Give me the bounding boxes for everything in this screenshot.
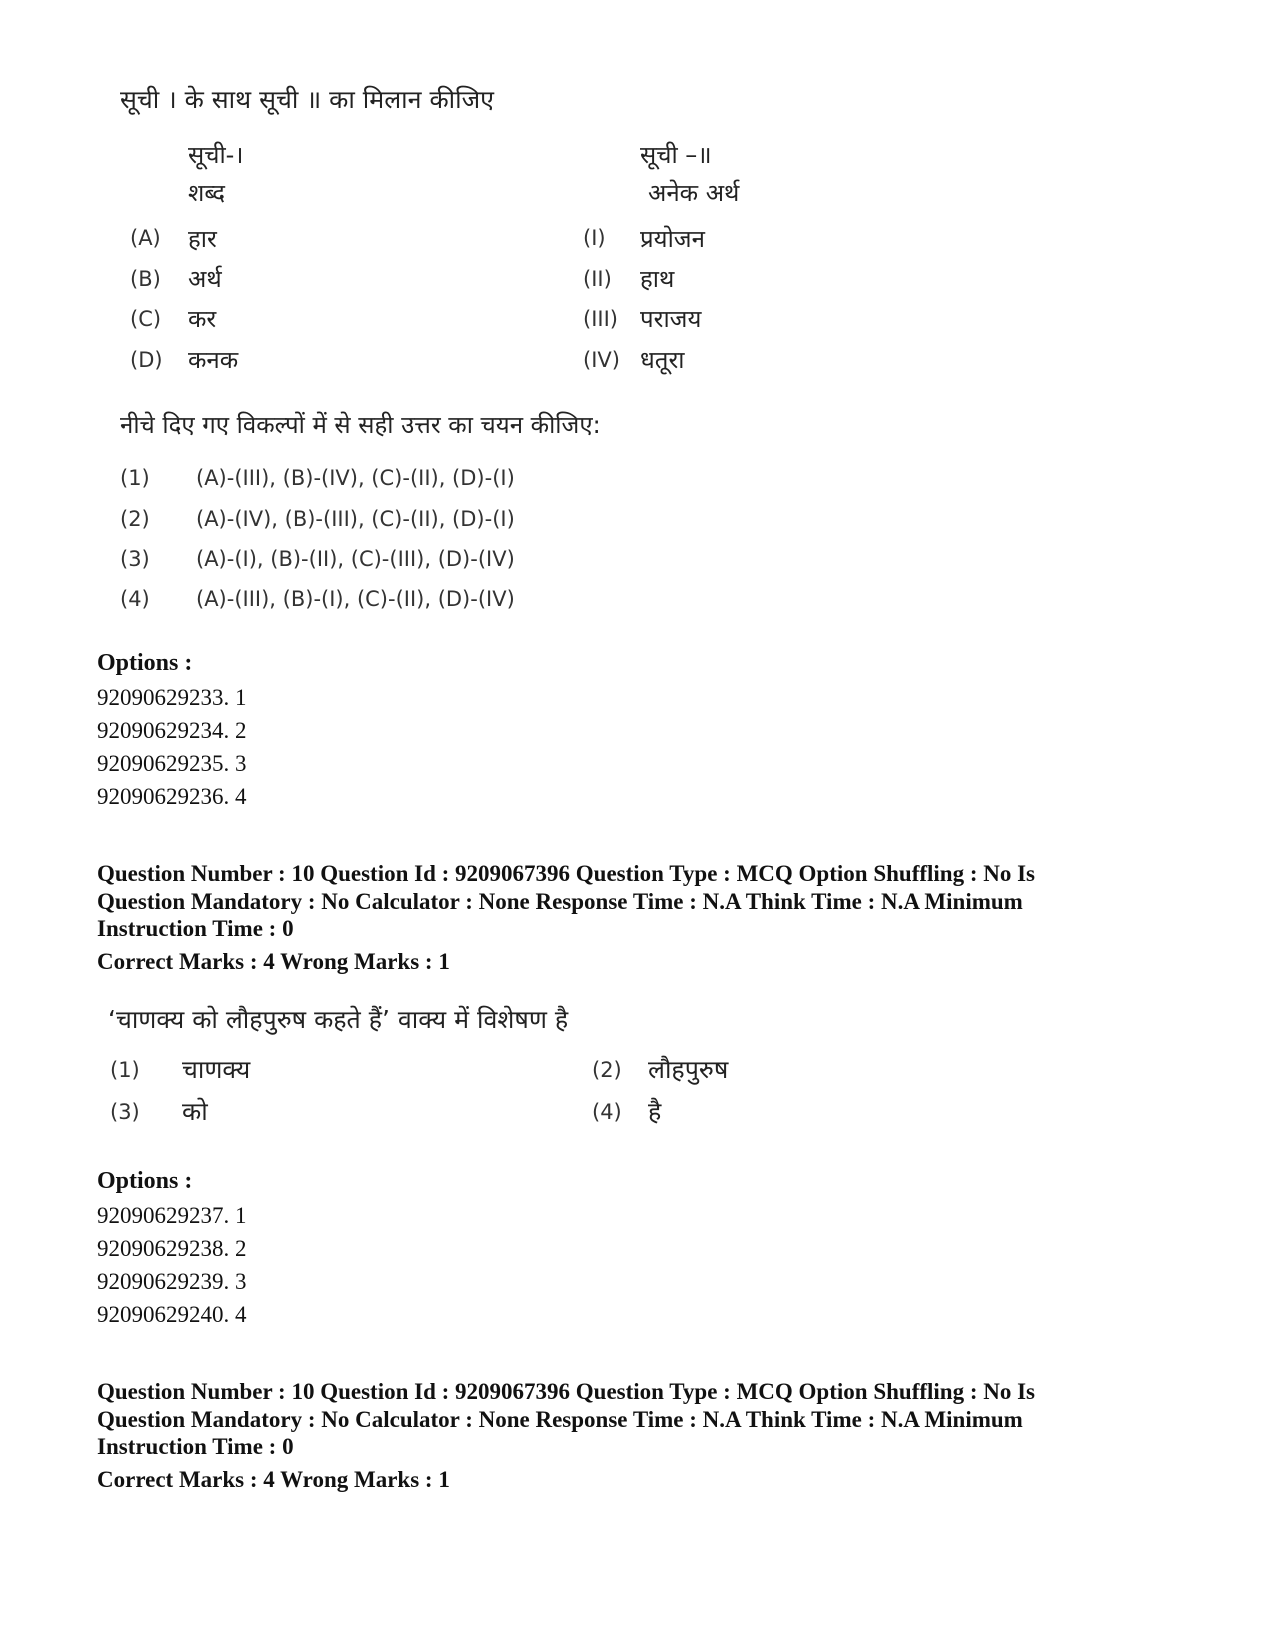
list1-word-c: कर xyxy=(188,305,217,333)
list1-word-d: कनक xyxy=(188,346,239,374)
q10-choice-num-3: (3) xyxy=(110,1100,140,1124)
q10-question: ‘चाणक्य को लौहपुरुष कहते हैं’ वाक्य में विशेषण है xyxy=(108,1005,569,1034)
answer-text-4: (A)-(III), (B)-(I), (C)-(II), (D)-(IV) xyxy=(196,587,515,611)
q10-option-2: 92090629238. 2 xyxy=(97,1236,247,1261)
q10-choice-num-4: (4) xyxy=(592,1100,622,1124)
q11-marks: Correct Marks : 4 Wrong Marks : 1 xyxy=(97,1467,450,1492)
answer-text-3: (A)-(I), (B)-(II), (C)-(III), (D)-(IV) xyxy=(196,547,515,571)
answer-num-2: (2) xyxy=(120,507,150,531)
answer-num-3: (3) xyxy=(120,547,150,571)
q10-marks: Correct Marks : 4 Wrong Marks : 1 xyxy=(97,949,450,974)
q10-choice-word-3: को xyxy=(182,1097,208,1126)
q10-choice-num-1: (1) xyxy=(110,1058,140,1082)
list2-label-iii: (III) xyxy=(583,307,618,331)
answer-num-4: (4) xyxy=(120,587,150,611)
list2-word-iv: धतूरा xyxy=(640,346,685,374)
list1-subtitle: शब्द xyxy=(188,179,226,207)
answer-text-1: (A)-(III), (B)-(IV), (C)-(II), (D)-(I) xyxy=(196,466,515,490)
q9-option-3: 92090629235. 3 xyxy=(97,751,247,776)
q10-meta-line2: Question Mandatory : No Calculator : None Response Time : N.A Think Time : N.A Minimum xyxy=(97,889,1023,914)
list1-title: सूची-। xyxy=(188,141,244,169)
q9-instruction: नीचे दिए गए विकल्पों में से सही उत्तर का चयन कीजिए: xyxy=(120,411,601,439)
list2-label-ii: (II) xyxy=(583,267,612,291)
list2-title: सूची –॥ xyxy=(640,141,712,169)
list1-label-a: (A) xyxy=(130,226,161,250)
q11-meta-line2: Question Mandatory : No Calculator : None Response Time : N.A Think Time : N.A Minimum xyxy=(97,1407,1023,1432)
q9-options-title: Options : xyxy=(97,650,193,676)
list2-word-ii: हाथ xyxy=(640,265,675,293)
list1-label-b: (B) xyxy=(130,267,161,291)
list1-word-a: हार xyxy=(188,225,217,253)
q10-choice-num-2: (2) xyxy=(592,1058,622,1082)
list2-word-i: प्रयोजन xyxy=(640,225,705,253)
list2-label-i: (I) xyxy=(583,226,606,250)
q10-option-4: 92090629240. 4 xyxy=(97,1302,247,1327)
list1-label-d: (D) xyxy=(130,348,163,372)
q9-option-1: 92090629233. 1 xyxy=(97,685,247,710)
q11-meta-line3: Instruction Time : 0 xyxy=(97,1434,294,1459)
q10-choice-word-2: लौहपुरुष xyxy=(648,1055,729,1084)
list2-word-iii: पराजय xyxy=(640,305,702,333)
q9-option-4: 92090629236. 4 xyxy=(97,784,247,809)
q10-choice-word-4: है xyxy=(648,1097,662,1126)
answer-text-2: (A)-(IV), (B)-(III), (C)-(II), (D)-(I) xyxy=(196,507,515,531)
q9-intro: सूची । के साथ सूची ॥ का मिलान कीजिए xyxy=(120,85,495,114)
q10-options-title: Options : xyxy=(97,1168,193,1194)
list2-label-iv: (IV) xyxy=(583,348,620,372)
q10-meta-line1: Question Number : 10 Question Id : 9209067396 Question Type : MCQ Option Shuffling : No Is xyxy=(97,861,1036,886)
q10-option-3: 92090629239. 3 xyxy=(97,1269,247,1294)
list1-label-c: (C) xyxy=(130,307,162,331)
q10-choice-word-1: चाणक्य xyxy=(182,1055,251,1084)
list1-word-b: अर्थ xyxy=(188,265,222,293)
answer-num-1: (1) xyxy=(120,466,150,490)
list2-subtitle: अनेक अर्थ xyxy=(648,179,740,207)
q10-meta-line3: Instruction Time : 0 xyxy=(97,916,294,941)
q9-option-2: 92090629234. 2 xyxy=(97,718,247,743)
q11-meta-line1: Question Number : 10 Question Id : 9209067396 Question Type : MCQ Option Shuffling : No Is xyxy=(97,1379,1036,1404)
q10-option-1: 92090629237. 1 xyxy=(97,1203,247,1228)
